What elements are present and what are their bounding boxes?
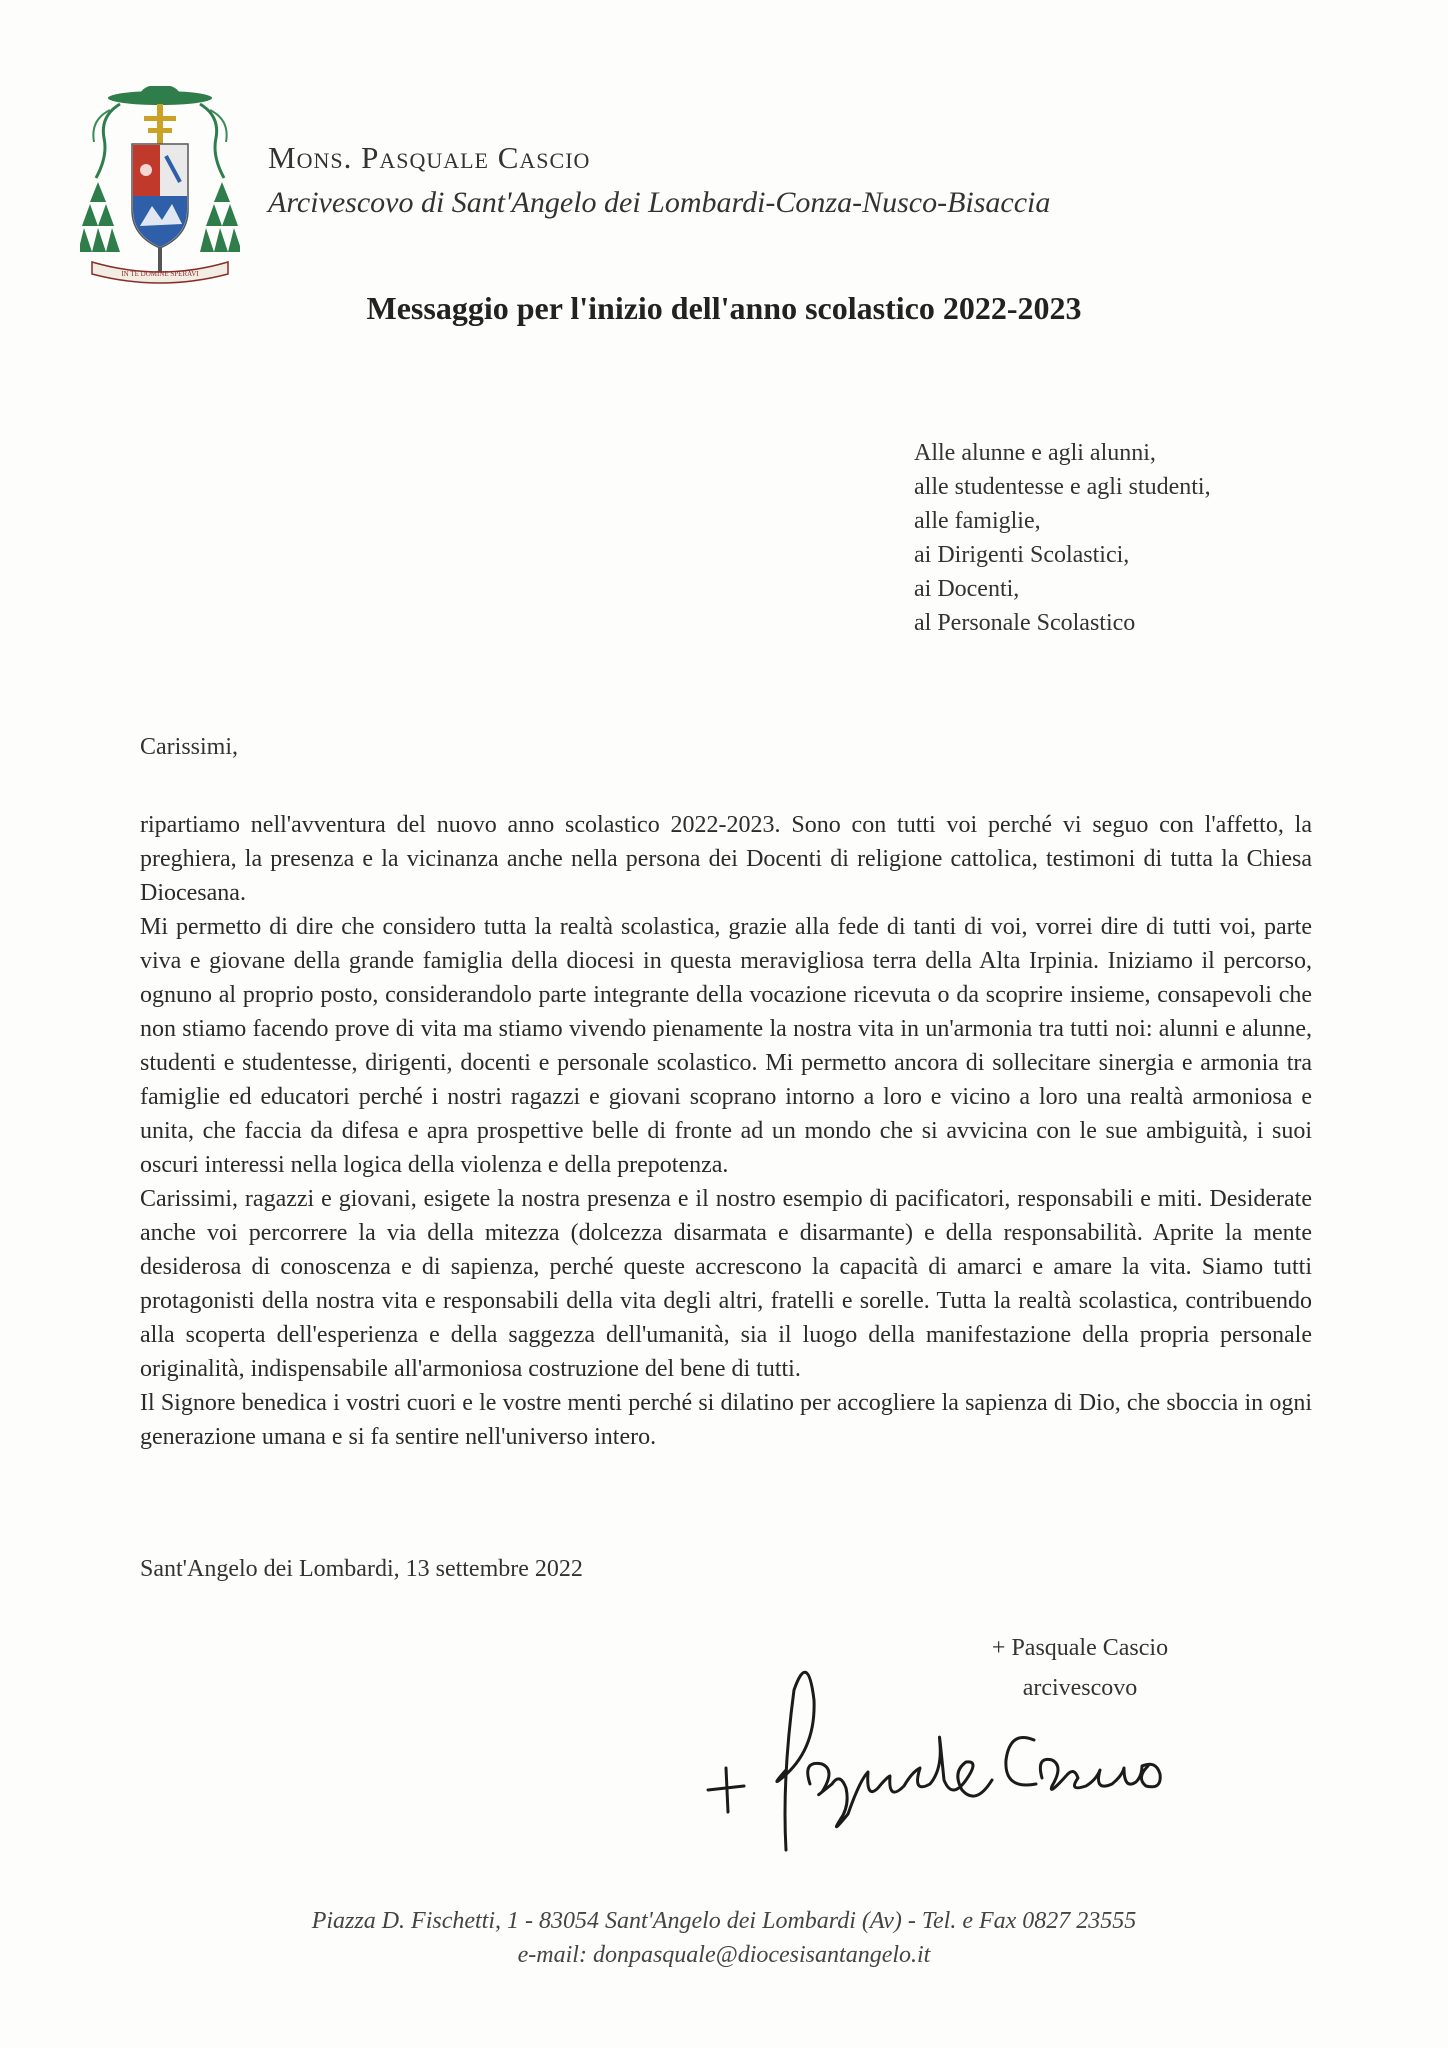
handwritten-signature-icon (690, 1660, 1250, 1860)
footer (0, 1904, 1448, 1972)
addressee-line: al Personale Scolastico (914, 610, 1136, 636)
addressee-line: alle studentesse e agli studenti, (914, 474, 1211, 500)
signer-name: + Pasquale Cascio (991, 1635, 1169, 1661)
addressee-block (914, 436, 1211, 640)
sender-role: Arcivescovo di Sant'Angelo dei Lombardi-Conza-Nusco-Bisaccia (268, 186, 1051, 219)
svg-text:IN TE DOMINE SPERAVI: IN TE DOMINE SPERAVI (121, 270, 199, 278)
coat-of-arms-icon (80, 86, 240, 302)
footer-address: Piazza D. Fischetti, 1 - 83054 Sant'Angelo dei Lombardi (Av) - Tel. e Fax 0827 23555 (311, 1908, 1137, 1934)
place-and-date: Sant'Angelo dei Lombardi, 13 settembre 2022 (140, 1556, 583, 1582)
body-paragraph: Il Signore benedica i vostri cuori e le vostre menti perché si dilatino per accogliere la sapienza di Dio, che sboccia in ogni generazione umana e si fa sentire nell'universo intero. (140, 1390, 1312, 1450)
body-paragraph: ripartiamo nell'avventura del nuovo anno scolastico 2022-2023. Sono con tutti voi perché vi seguo con l'affetto, la preghiera, la presenza e la vicinanza anche nella persona dei Docenti di religione cattolica, testimoni di tutta la Chiesa Diocesana. (140, 812, 1312, 906)
letter-body (140, 808, 1312, 1454)
body-paragraph: Mi permetto di dire che considero tutta la realtà scolastica, grazie alla fede di tanti di voi, vorrei dire di tutti voi, parte viva e giovane della grande famiglia della diocesi in questa meravigliosa terra della Alta Irpinia. Iniziamo il percorso, ognuno al proprio posto, considerandolo parte integrante della vocazione ricevuta o da scoprire insieme, consapevoli che non stiamo facendo prove di vita ma stiamo vivendo pienamente la nostra vita in un'armonia tra tutti noi: alunni e alunne, studenti e studentesse, dirigenti, docenti e personale scolastico. Mi permetto ancora di sollecitare sinergia e armonia tra famiglie ed educatori perché i nostri ragazzi e giovani scoprano intorno a loro e vicino a loro una realtà armoniosa e unita, che faccia da difesa e apra prospettive belle di fronte ad un mondo che si avvicina con le sue ambiguità, i suoi oscuri interessi nella logica della violenza e della prepotenza. (140, 914, 1312, 1178)
addressee-line: Alle alunne e agli alunni, (914, 440, 1156, 466)
addressee-line: alle famiglie, (914, 508, 1041, 534)
sender-name: Mons. Pasquale Cascio (268, 140, 591, 175)
signer-title: arcivescovo (1022, 1675, 1138, 1701)
addressee-line: ai Dirigenti Scolastici, (914, 542, 1130, 568)
addressee-line: ai Docenti, (914, 576, 1020, 602)
footer-email: e-mail: donpasquale@diocesisantangelo.it (517, 1942, 931, 1968)
document-title: Messaggio per l'inizio dell'anno scolastico 2022-2023 (366, 290, 1082, 326)
body-paragraph: Carissimi, ragazzi e giovani, esigete la nostra presenza e il nostro esempio di pacificatori, responsabili e miti. Desiderate anche voi percorrere la via della mitezza (dolcezza disarmata e disarmante) e della responsabilità. Aprite la mente desiderosa di conoscenza e di sapienza, perché queste accrescono la capacità di amarci e amare la vita. Siamo tutti protagonisti della nostra vita e responsabili della vita degli altri, fratelli e sorelle. Tutta la realtà scolastica, contribuendo alla scoperta dell'esperienza e della saggezza dell'umanità, sia il luogo della manifestazione della propria personale originalità, indispensabile all'armoniosa costruzione del bene di tutti. (140, 1186, 1312, 1382)
salutation: Carissimi, (140, 734, 239, 760)
